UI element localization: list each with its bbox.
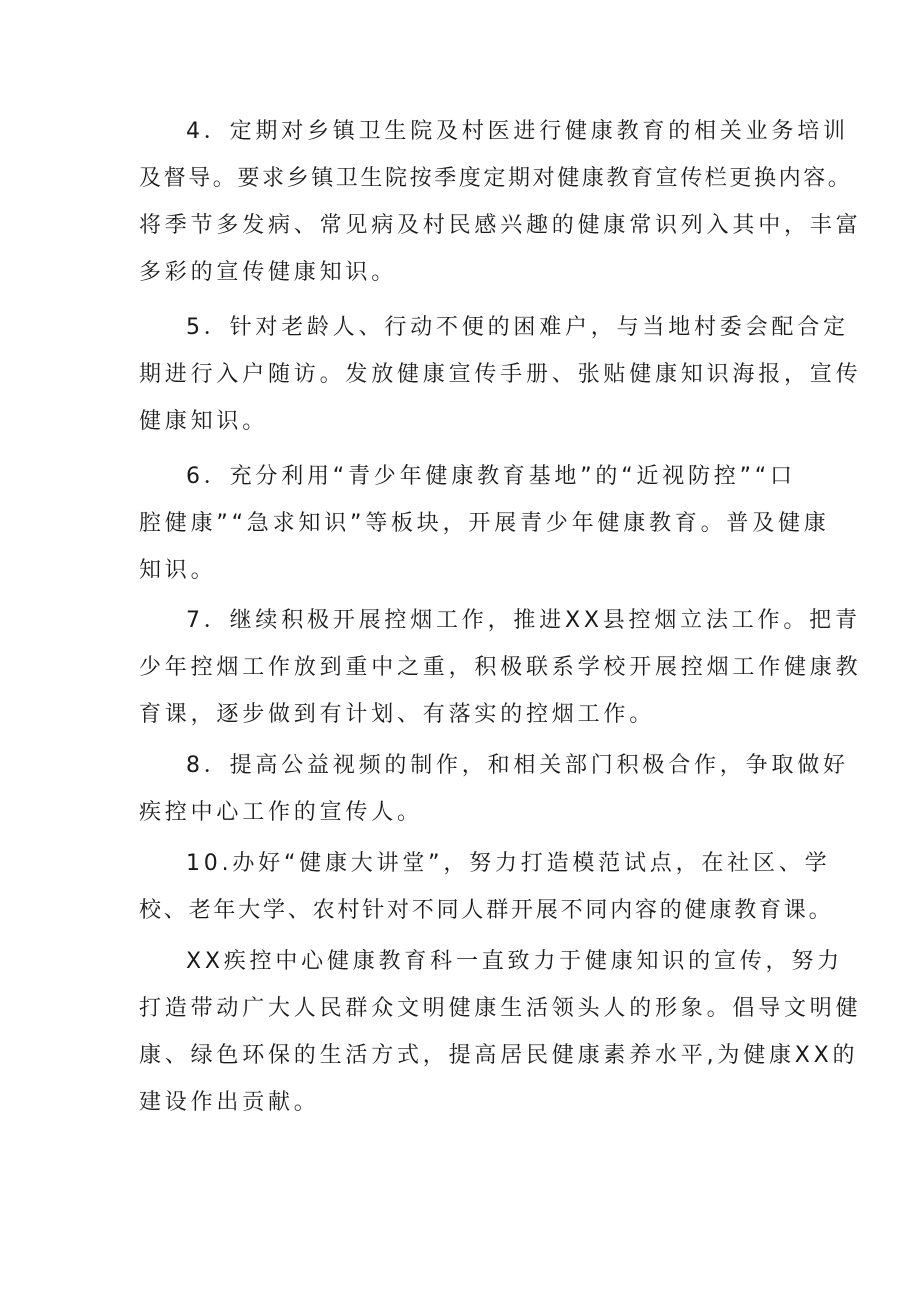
paragraph-7-line-2: 少年控烟工作放到重中之重，积极联系学校开展控烟工作健康教: [139, 655, 862, 680]
paragraph-8-line-2: 疾控中心工作的宣传人。: [139, 800, 423, 825]
paragraph-7-line-3: 育课，逐步做到有计划、有落实的控烟工作。: [139, 702, 656, 727]
paragraph-6-line-3: 知识。: [139, 558, 217, 583]
paragraph-10-line-2: 校、老年大学、农村针对不同人群开展不同内容的健康教育课。: [139, 898, 834, 923]
paragraph-4-line-2: 及督导。要求乡镇卫生院按季度定期对健康教育宣传栏更换内容。: [139, 166, 853, 191]
paragraph-4-line-1: 4．定期对乡镇卫生院及村医进行健康教育的相关业务培训: [186, 119, 849, 144]
paragraph-6-line-2: 腔健康”“急求知识”等板块，开展青少年健康教育。普及健康: [139, 511, 830, 536]
paragraph-4-line-4: 多彩的宣传健康知识。: [139, 260, 398, 285]
paragraph-5-line-2: 期进行入户随访。发放健康宣传手册、张贴健康知识海报，宣传: [139, 362, 862, 387]
paragraph-5-line-3: 健康知识。: [139, 409, 269, 434]
closing-paragraph-line-2: 打造带动广大人民群众文明健康生活领头人的形象。倡导文明健: [139, 996, 862, 1021]
closing-paragraph-line-3: 康、绿色环保的生活方式，提高居民健康素养水平,为健康XX的: [139, 1043, 859, 1068]
closing-paragraph-line-4: 建设作出贡献。: [139, 1090, 320, 1115]
closing-paragraph-line-1: XX疾控中心健康教育科一直致力于健康知识的宣传，努力: [186, 949, 843, 974]
paragraph-7-line-1: 7．继续积极开展控烟工作，推进XX县控烟立法工作。把青: [186, 608, 861, 633]
paragraph-6-line-1: 6．充分利用“青少年健康教育基地”的“近视防控”“口: [186, 464, 796, 489]
paragraph-5-line-1: 5．针对老龄人、行动不便的困难户，与当地村委会配合定: [186, 315, 849, 340]
paragraph-8-line-1: 8．提高公益视频的制作，和相关部门积极合作，争取做好: [186, 753, 849, 778]
paragraph-10-line-1: 10.办好“健康大讲堂”，努力打造模范试点，在社区、学: [186, 851, 831, 876]
paragraph-4-line-3: 将季节多发病、常见病及村民感兴趣的健康常识列入其中，丰富: [139, 213, 862, 238]
